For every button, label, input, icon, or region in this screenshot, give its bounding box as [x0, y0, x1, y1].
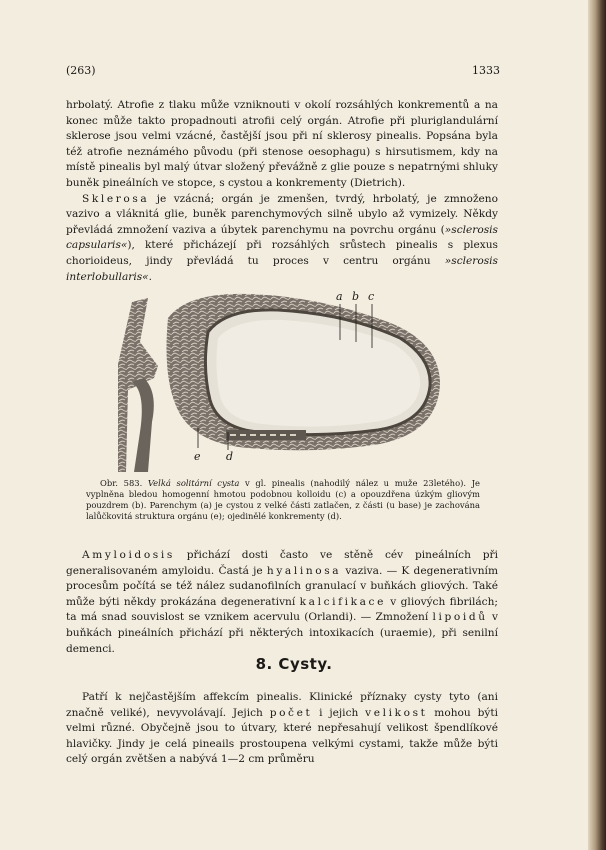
- label-e: e: [194, 450, 201, 463]
- term-sclerosis-interlobullaris: »sclerosis interlobullaris«: [66, 254, 498, 283]
- caption-title: Velká solitární cysta: [147, 478, 240, 488]
- term-pocet: počet: [269, 706, 313, 719]
- chapter-number: (263): [66, 64, 96, 77]
- running-head: [66, 64, 500, 77]
- page-number: 1333: [472, 64, 500, 77]
- term-hyalinosa: hyalinosa: [266, 564, 342, 577]
- term-sclerosis-capsularis: »sclerosis capsularis«: [66, 223, 498, 252]
- text-block-amyloidosis: [66, 548, 498, 657]
- section-heading: 8. Cysty.: [255, 655, 333, 673]
- term-sklerosa: Sklerosa: [82, 192, 150, 205]
- label-d: d: [226, 450, 234, 463]
- term-velikost: velikost: [365, 706, 428, 719]
- cyst-illustration: [118, 282, 448, 472]
- paragraph-amyloidosis: Amyloidosis přichází dosti často ve stěně cév pineálních při generalisovaném amyloidu. Častá je hyalinosa vaziva. — K degenerativním procesům počítá se též nález sudanofilních granulací v buňkách gliových. Také může býti někdy prokázána degenerativní kalcifikace v gliových fibrilách; ta má snad souvislost se vznikem acervulu (Orlandi). — Zmnožení lipoidů v buňkách pineálních přichází při některých intoxikacích (uraemie), při senilní demenci.: [66, 549, 499, 655]
- label-c: c: [368, 290, 375, 303]
- label-b: b: [352, 290, 360, 303]
- text-block-atrofie: [66, 98, 498, 285]
- text-block-cysty: [66, 690, 498, 768]
- paragraph-cysty: Patří k nejčastějším affekcím pinealis. Klinické příznaky cysty tyto (ani značně veliké), nevyvolávají. Jejich počet i jejich velikost mohou býti velmi různé. Obyčejně jsou to útvary, které nepřesahují velikost špendlíkové hlavičky. Jindy je celá pineails prostoupena velkými cystami, takže může býti celý orgán zvětšen a nabývá 1—2 cm průměru: [66, 691, 498, 766]
- book-spine-edge: [588, 0, 606, 850]
- figure-caption: Obr. 583. Velká solitární cysta v gl. pinealis (nahodilý nález u muže 23letého). Je vyplněna bledou homogenní hmotou podobnou kolloidu (c) a opouzdřena úzkým gliovým pouzdrem (b). Parenchym (a) je cystou z velké části zatlačen, z části (u base) je zachována lalůčkovitá struktura orgánu (e); ojedinělé konkrementy (d).: [86, 478, 481, 521]
- paragraph-atrofie: hrbolatý. Atrofie z tlaku může vzniknouti v okolí rozsáhlých konkrementů a na konec může takto propadnouti atrofii celý orgán. Atrofie při pluriglandulární sklerose jsou velmi vzácné, častější jsou při ní sklerosy pinealis. Popsána byla též atrofie neznámého původu (při stenose oesophagu) s hirsutismem, kdy na místě pinealis byl malý útvar složený převážně z glie pouze s nepatrnými shluky buněk pineálních ve stopce, s cystou a konkrementy (Dietrich).: [66, 99, 498, 189]
- term-amyloidosis: Amyloidosis: [82, 549, 175, 561]
- paragraph-sklerosa: Sklerosa je vzácná; orgán je zmenšen, tvrdý, hrbolatý, je zmnoženo vazivo a vláknitá glie, buněk parenchymových silně ubylo až vymizely. Někdy převládá zmnožení vaziva a úbytek parenchymu na povrchu orgánu (»sclerosis capsularis«), které přicházejí při rozsáhlých srůstech pinealis s plexus chorioideus, jindy převládá tu proces v centru orgánu »sclerosis interlobullaris«.: [66, 192, 498, 283]
- term-kalcifikace: kalcifikace: [299, 595, 386, 608]
- label-a: a: [336, 290, 343, 303]
- term-lipoidu: lipoidů: [432, 611, 488, 624]
